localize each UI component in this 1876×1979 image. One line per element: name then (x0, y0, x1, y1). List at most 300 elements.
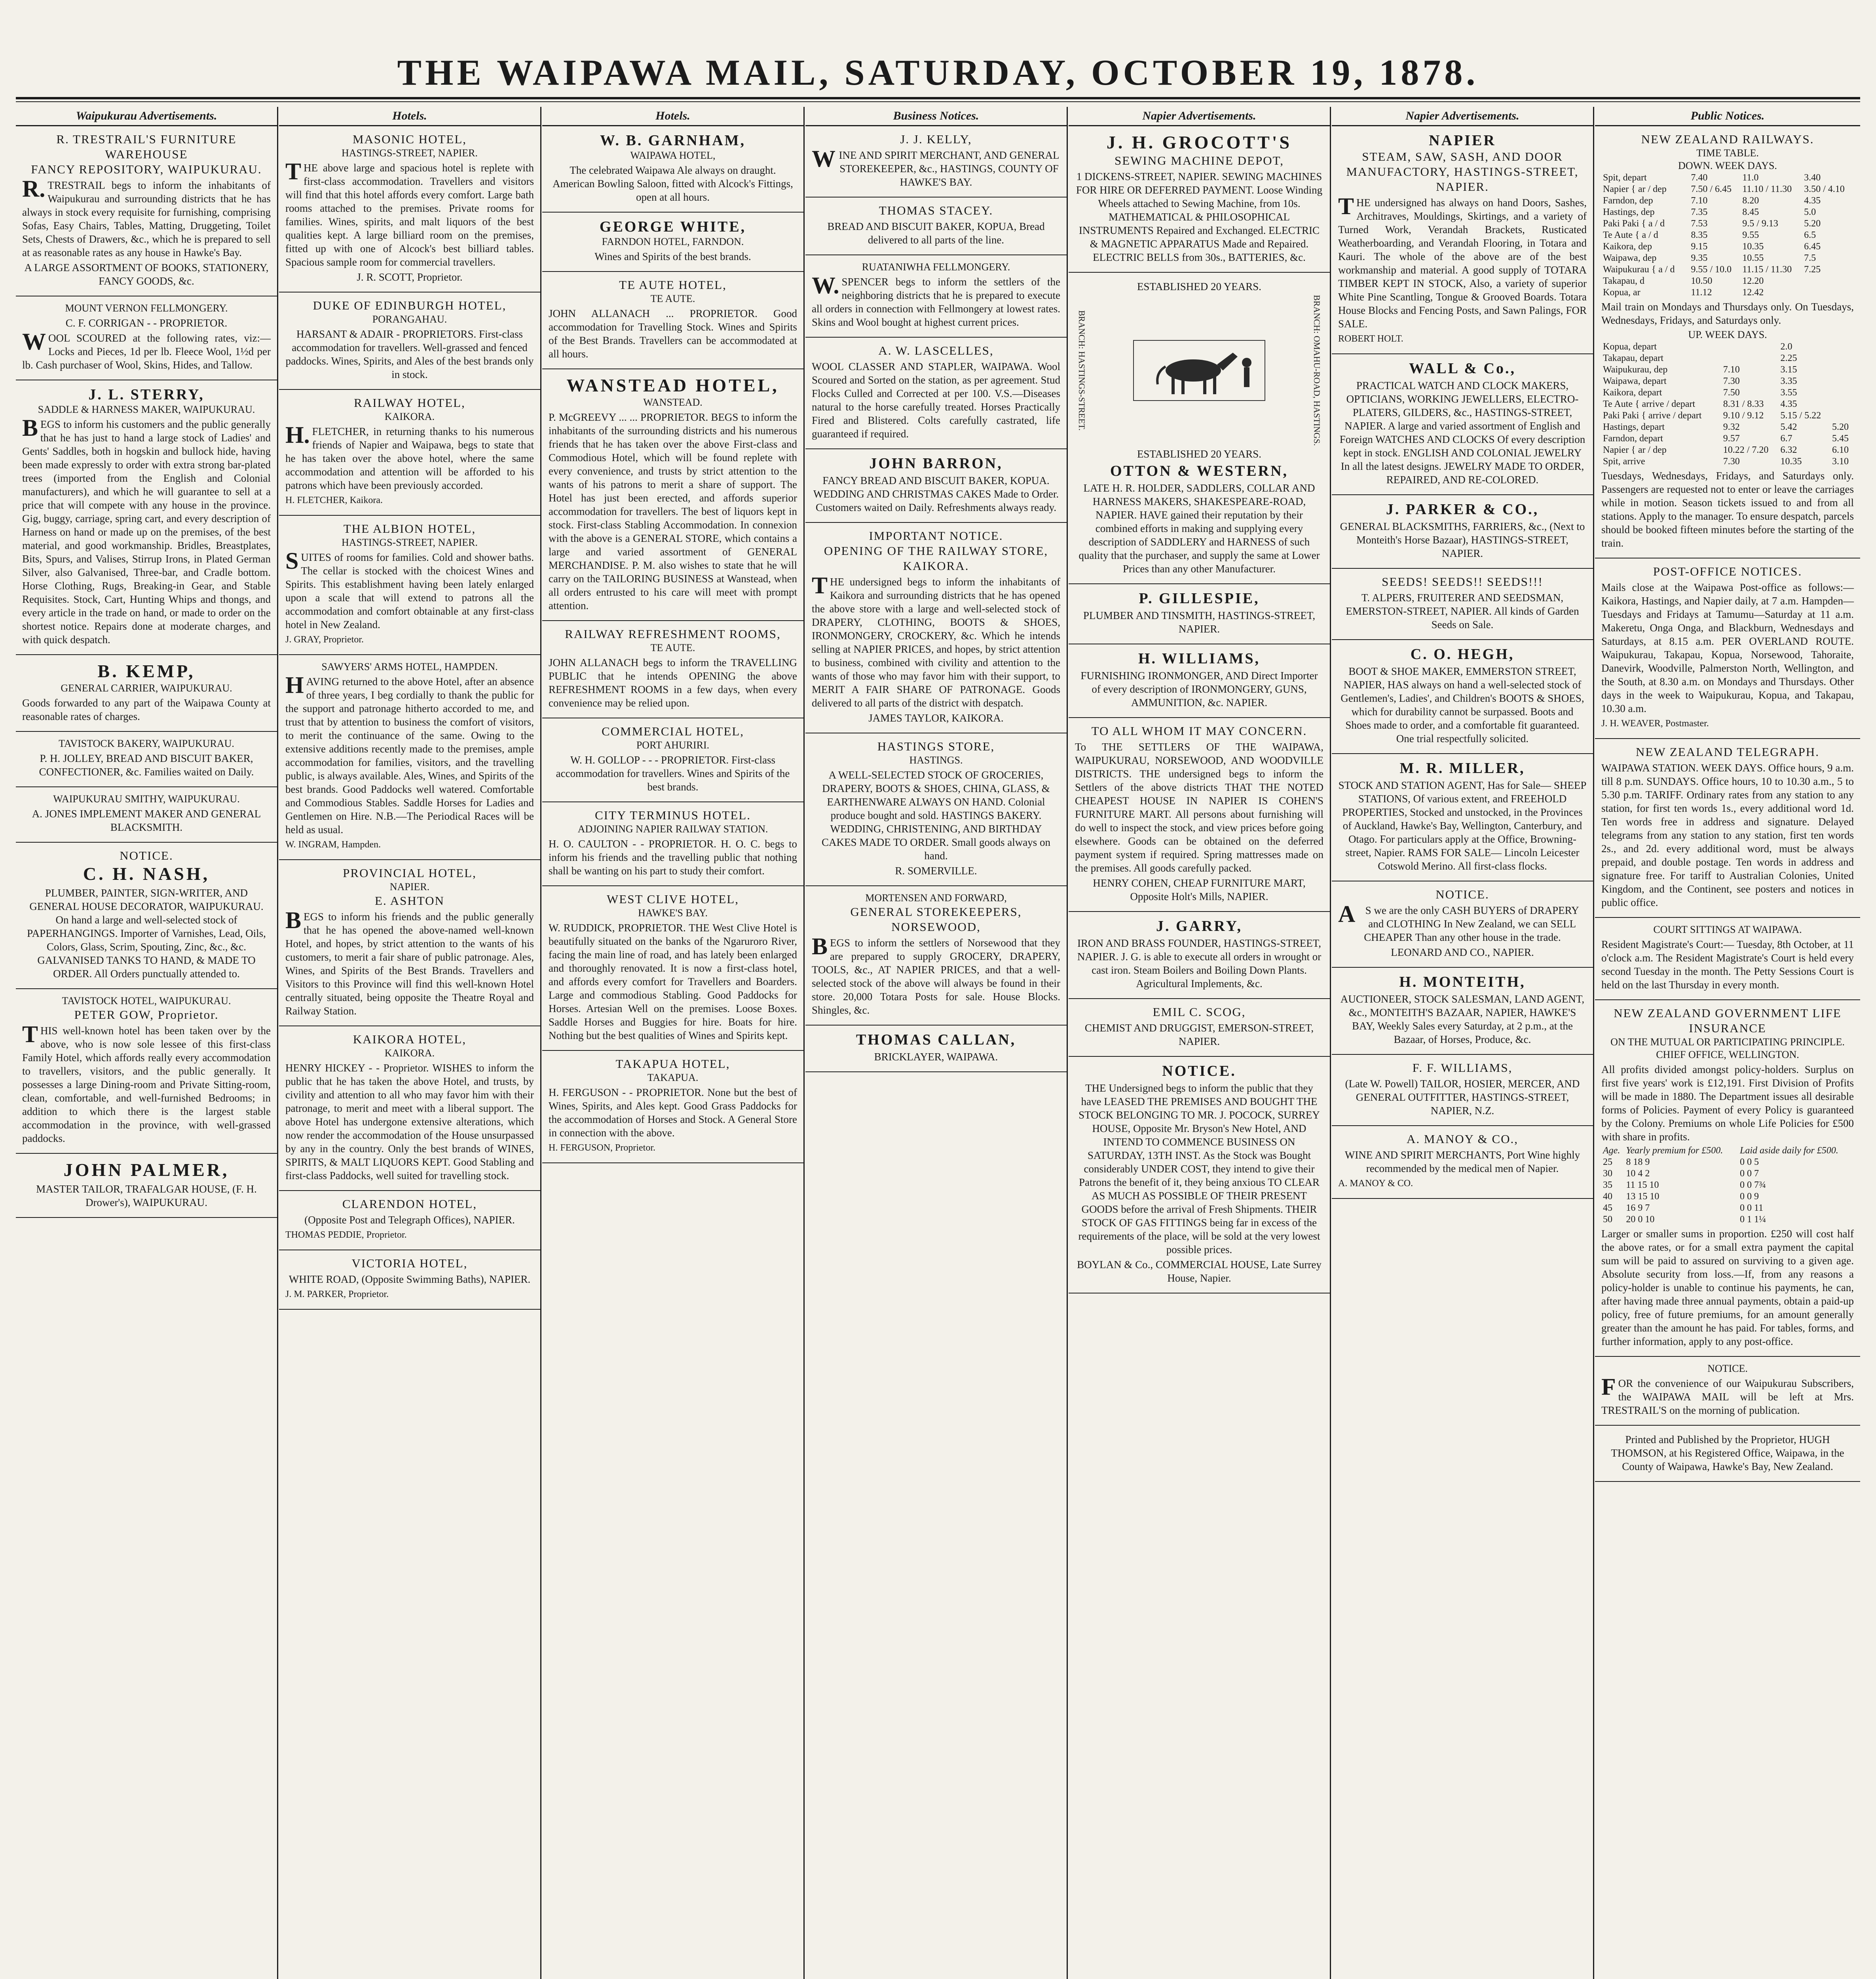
column-business (805, 107, 1068, 1979)
ad-body: Resident Magistrate's Court:— Tuesday, 8th October, at 11 o'clock a.m. The Resident Magistrate's Court is held every second Tuesday in the month. The Petty Sessions Court is held on the last Thursday in every month. (1601, 938, 1854, 991)
table-cell: 5.20 (1832, 422, 1849, 432)
ad-title: H. WILLIAMS, (1138, 650, 1261, 667)
ad-title: TAVISTOCK HOTEL, WAIPUKURAU. (62, 995, 231, 1007)
ad-title: WANSTEAD HOTEL, (566, 375, 779, 395)
ad-tavistock-hotel (16, 989, 277, 1154)
ad-body: LATE H. R. HOLDER, SADDLERS, COLLAR AND HARNESS MAKERS, SHAKESPEARE-ROAD, NAPIER. HAVE gained their reputation by their combined efforts in making and supplying every description of SADDLERY and HARNESS of such quality that the purchaser, and supply the same at Lower Prices than any other Manufacturer. (1079, 482, 1320, 575)
ad-title: TAKAPUA HOTEL, (615, 1057, 730, 1071)
ad-alpers (1332, 569, 1593, 640)
ad-title: COMMERCIAL HOTEL, (601, 724, 744, 738)
ad-body: BOOT & SHOE MAKER, EMMERSTON STREET, NAPIER, HAS always on hand a well-selected stock of Gentlemen's, Ladies', and Children's BOOTS & SHOES, which for durability cannot be surpassed. Boots and Shoes made to order, and a comfortable fit guaranteed. One trial respectfully solicited. (1341, 665, 1584, 744)
ad-body: STOCK AND STATION AGENT, Has for Sale— SHEEP STATIONS, Of various extent, and FREEHOLD PROPERTIES, Stocked and unstocked, in the Provinces of Auckland, Hawke's Bay, Wellington, Canterbury, and Otago. For particulars apply at the Office, Browning-street, Napier. RAMS FOR SALE— Lincoln Leicester Cotswold Merino. All first-class flocks. (1338, 779, 1587, 872)
column-heading: Napier Advertisements. (1332, 107, 1593, 126)
ad-otton-western (1069, 273, 1330, 584)
ad-footer: A LARGE ASSORTMENT OF BOOKS, STATIONERY, FANCY GOODS, &c. (24, 262, 269, 287)
railway-subtitle: TIME TABLE. (1696, 147, 1759, 159)
ad-proprietor: ROBERT HOLT. (1338, 334, 1403, 344)
table-cell: 30 (1603, 1168, 1612, 1179)
premium-row (1601, 1202, 1854, 1214)
column-heading: Hotels. (279, 107, 540, 126)
timetable-row (1601, 341, 1854, 353)
ad-body: BRICKLAYER, WAIPAWA. (874, 1051, 998, 1063)
ad-title: NOTICE. (1435, 887, 1489, 901)
masthead (0, 0, 1876, 107)
ad-wanstead-hotel (542, 369, 803, 621)
ad-title: RAILWAY REFRESHMENT ROOMS, (565, 627, 781, 641)
ad-title: SEEDS! SEEDS!! SEEDS!!! (1382, 575, 1543, 589)
ad-body: PLUMBER, PAINTER, SIGN-WRITER, AND GENERAL HOUSE DECORATOR, WAIPUKURAU. On hand a large and well-selected stock of PAPERHANGINGS. Importer of Varnishes, Lead, Oils, Colors, Glass, Scrim, Spouting, Zinc, &c., &c. GALVANISED TANKS TO HAND, & MADE TO ORDER. All Orders punctually attended to. (27, 887, 266, 980)
ad-title: J. H. GROCOTT'S (1106, 132, 1292, 152)
ad-body: JOHN ALLANACH begs to inform the TRAVELLING PUBLIC that he intends OPENING the above REFRESHMENT ROOMS in a few days, when every convenience may be relied upon. (549, 657, 797, 709)
ad-title: NOTICE. (1162, 1063, 1236, 1080)
ad-body: THE Undersigned begs to inform the public that they have LEASED THE PREMISES AND BOUGHT THE STOCK BELONGING TO MR. J. POCOCK, SURREY HOUSE, Opposite Mr. Bryson's New Hotel, AND INTEND TO COMMENCE BUSINESS ON SATURDAY, 13TH INST. As the Stock was Bought considerably UNDER COST, they intend to give their Patrons the benefit of it, they being anxious TO CLEAR AS MUCH AS POSSIBLE OF THEIR PRESENT GOODS before the arrival of Fresh Shipments. THEIR STOCK OF GAS FITTINGS being far in excess of the requirements of the place, will be sold at the very lowest possible prices. (1078, 1082, 1320, 1256)
table-cell: Paki Paki { arrive / depart (1603, 410, 1702, 421)
table-cell: 2.25 (1780, 353, 1797, 363)
ad-footer: Larger or smaller sums in proportion. £250 will cost half the above rates, or for a small extra payment the capital sum will be paid to assured on surviving to a given age. Absolute security from loss.—If, from any reasons a policy-holder is unable to continue his payments, he can, after having made three annual payments, obtain a paid-up policy, free of future premiums, for an amount generally greater than the amount he has paid. For tables, forms, and further information, apply to any post-office. (1601, 1228, 1854, 1347)
table-cell: 3.35 (1780, 376, 1797, 386)
ad-boylan (1069, 1057, 1330, 1293)
ad-body: AS we are the only CASH BUYERS of DRAPERY and CLOTHING In New Zealand, we can SELL CHEAPER Than any other house in the trade. (1338, 901, 1579, 943)
ad-proprietor: HENRY COHEN, CHEAP FURNITURE MART, Opposite Holt's Mills, NAPIER. (1093, 877, 1306, 903)
ad-parker (1332, 495, 1593, 569)
table-cell: 12.20 (1742, 276, 1764, 286)
ad-sawyers-arms (279, 655, 540, 860)
ad-body: A. JONES IMPLEMENT MAKER AND GENERAL BLACKSMITH. (32, 808, 261, 833)
ad-title: F. F. WILLIAMS, (1412, 1061, 1513, 1075)
down-label: DOWN. WEEK DAYS. (1678, 160, 1777, 171)
ad-title: THOMAS CALLAN, (856, 1031, 1016, 1048)
table-cell: Te Aute { a / d (1603, 230, 1658, 240)
ad-body: FOR the convenience of our Waipukurau Subscribers, the WAIPAWA MAIL will be left at Mrs. TRESTRAIL'S on the morning of publication. (1601, 1374, 1854, 1416)
ad-body: To THE SETTLERS OF THE WAIPAWA, WAIPUKURAU, NORSEWOOD, AND WOODVILLE DISTRICTS. THE undersigned begs to inform the Settlers of the above districts THAT THE NOTED CHEAPEST HOUSE IN NAPIER IS COHEN'S FURNITURE MART. All persons about furnishing will do well to inspect the stock, and view prices before going elsewhere. Goods can be obtained on the deferred payment system if required. Spring mattresses made on the premises. All goods carefully packed. (1075, 741, 1323, 874)
table-cell: 7.25 (1804, 264, 1821, 275)
imprint (1595, 1426, 1860, 1482)
table-cell: 8 18 9 (1626, 1157, 1650, 1167)
branch-right-label: BRANCH: OMAHU-ROAD, HASTINGS. (1312, 295, 1322, 446)
ad-proprietor: H. FERGUSON, Proprietor. (549, 1143, 656, 1153)
ad-title: A. W. LASCELLES, (878, 344, 994, 357)
ad-title: TE AUTE HOTEL, (619, 278, 727, 292)
court-sittings (1595, 918, 1860, 1000)
table-cell: 9.10 / 9.12 (1723, 410, 1764, 421)
ad-body: All profits divided amongst policy-holders. Surplus on first five years' work is £12,191. First Division of Profits will be made in 1880. The Department issues all desirable forms of Policies. Payment of every Policy is guaranteed by the Colony. Premiums on whole Life Policies for £500 with share in profits. (1601, 1064, 1854, 1143)
ad-title: R. TRESTRAIL'S FURNITURE WAREHOUSE (56, 132, 237, 161)
table-cell: 20 0 10 (1626, 1214, 1655, 1225)
ad-proprietor: J. H. WEAVER, Postmaster. (1601, 718, 1709, 729)
table-cell: 6.32 (1780, 445, 1797, 455)
ad-body: THE undersigned has always on hand Doors, Sashes, Architraves, Mouldings, Skirtings, and a variety of Turned Work, Verandah Brackets, Rusticated Weatherboarding, and Verandah Flooring, in Totara and Kauri. The whole of the above are of the best workmanship and material. A good supply of TOTARA TIMBER KEPT IN STOCK, Also, a variety of superior White Pine Scantling, Tongue & Grooved Boards. Totara House Blocks and Fencing Posts, and Sawn Palings, FOR SALE. (1338, 193, 1587, 330)
ad-subtitle: TAKAPUA. (647, 1072, 699, 1083)
ad-ruataniwha (805, 255, 1067, 338)
ad-title: H. MONTEITH, (1399, 974, 1526, 990)
timetable-row (1601, 195, 1854, 207)
established-label: ESTABLISHED 20 YEARS. (1137, 448, 1262, 460)
timetable-row (1601, 241, 1854, 253)
ad-title: MOUNT VERNON FELLMONGERY. (65, 302, 228, 314)
ad-title: JOHN PALMER, (63, 1160, 230, 1180)
ad-callan (805, 1026, 1067, 1072)
ad-title: MASONIC HOTEL, (352, 132, 467, 146)
table-cell: 7.53 (1691, 218, 1708, 229)
ad-city-terminus (542, 802, 803, 886)
ad-title: KAIKORA HOTEL, (353, 1032, 467, 1046)
timetable-row (1601, 207, 1854, 218)
ad-subtitle: FANCY REPOSITORY, WAIPUKURAU. (31, 162, 262, 176)
masthead-rule (16, 97, 1860, 99)
ad-title: COURT SITTINGS AT WAIPAWA. (1653, 924, 1802, 935)
ad-title: C. O. HEGH, (1410, 646, 1515, 663)
ad-subtitle: TE AUTE. (650, 293, 695, 304)
table-cell: 10.35 (1780, 456, 1802, 467)
table-cell: 6.7 (1780, 433, 1792, 444)
table-cell: 9.32 (1723, 422, 1740, 432)
ad-subtitle: HASTINGS-STREET, NAPIER. (341, 147, 478, 159)
table-cell: Spit, arrive (1603, 456, 1645, 467)
ad-subtitle: OPENING OF THE RAILWAY STORE, KAIKORA. (824, 544, 1048, 573)
ad-duke-of-edinburgh (279, 292, 540, 390)
premium-row (1601, 1168, 1854, 1179)
ad-title: OTTON & WESTERN, (1110, 463, 1289, 480)
ad-body: A WELL-SELECTED STOCK OF GROCERIES, DRAPERY, BOOTS & SHOES, CHINA, GLASS, & EARTHENWARE ALWAYS ON HAND. Colonial produce bought and sold. HASTINGS BAKERY. WEDDING, CHRISTENING, AND BIRTHDAY CAKES MADE TO ORDER. Small goods always on hand. (821, 769, 1051, 862)
ad-subtitle: ADJOINING NAPIER RAILWAY STATION. (577, 823, 768, 835)
ad-proprietor: J. R. SCOTT, Proprietor. (357, 271, 463, 283)
ad-body: H. O. CAULTON - - PROPRIETOR. H. O. C. begs to inform his friends and the travelling public that nothing shall be wanting on his part to study their comfort. (549, 838, 797, 877)
table-cell: 9.55 / 10.0 (1691, 264, 1732, 275)
ad-title: NEW ZEALAND GOVERNMENT LIFE INSURANCE (1614, 1006, 1842, 1035)
ad-subtitle: KAIKORA. (384, 411, 435, 422)
table-cell: 3.15 (1780, 365, 1797, 375)
life-insurance (1595, 1000, 1860, 1357)
timetable-row (1601, 275, 1854, 287)
ad-railway-hotel (279, 390, 540, 516)
ad-trestrail (16, 126, 277, 296)
table-cell: 10.35 (1742, 241, 1764, 252)
column-napier-1 (1069, 107, 1331, 1979)
table-cell: Farndon, depart (1603, 433, 1663, 444)
ad-body: HAVING returned to the above Hotel, after an absence of three years, I beg cordially to thank the public for the support and patronage hitherto accorded to me, and trust that by attention to business the comfort of visitors, to merit the continuance of the same. Owing to the extensive additions recently made to the premises, ample accommodation for families, visitors, and the travelling public, is always available. Ales, Wines, and Spirits of the best brands. Good Paddocks well watered. Comfortable and Commodious Stables. Saddle Horses for Ladies and Gentlemen on Hire. N.B.—The Periodical Races will be held as usual. (285, 672, 534, 836)
ad-sterry (16, 380, 277, 655)
table-cell: 0 0 7¾ (1740, 1180, 1766, 1190)
ad-body: BEGS to inform his friends and the public generally that he has opened the above-named well-known Hotel, and hopes, by strict attention to the wants of his customers, to merit a fair share of public patronage. Ales, Wines, and Spirits of the Best Brands. Travellers and Visitors to this Province will find this well-known Hotel centrally situated, being opposite the Theatre Royal and Railway Station. (285, 907, 534, 1017)
ad-body: WINE AND SPIRIT MERCHANTS, Port Wine highly recommended by the medical men of Napier. (1344, 1149, 1580, 1174)
ad-provincial-hotel (279, 860, 540, 1026)
established-label: ESTABLISHED 20 YEARS. (1137, 281, 1262, 292)
ad-title: J. L. STERRY, (88, 386, 205, 403)
table-cell (1830, 399, 1854, 410)
timetable-row (1601, 399, 1854, 410)
ad-garry (1069, 912, 1330, 999)
up-label: UP. WEEK DAYS. (1688, 329, 1767, 340)
timetable-row (1601, 364, 1854, 376)
ad-body: JOHN ALLANACH ... PROPRIETOR. Good accommodation for Travelling Stock. Wines and Spirits of the Best Brands. Travellers can be accommodated at all hours. (549, 308, 797, 360)
column-public-notices (1595, 107, 1860, 1979)
table-header-cell: Age. (1603, 1145, 1620, 1156)
ad-wall-co (1332, 354, 1593, 495)
table-cell: Napier { ar / dep (1603, 184, 1667, 194)
table-cell: 11 15 10 (1626, 1180, 1659, 1190)
column-heading: Napier Advertisements. (1069, 107, 1330, 126)
ad-commercial-hotel (542, 718, 803, 802)
ad-body: WINE AND SPIRIT MERCHANT, AND GENERAL STOREKEEPER, &c., HASTINGS, COUNTY OF HAWKE'S BAY. (812, 146, 1060, 188)
ad-hegh (1332, 640, 1593, 754)
table-cell: 3.10 (1832, 456, 1849, 467)
ad-proprietor: J. M. PARKER, Proprietor. (285, 1289, 389, 1299)
table-cell: Kaikora, dep (1603, 241, 1652, 252)
table-cell: 4.35 (1804, 196, 1821, 206)
premium-row (1601, 1179, 1854, 1191)
ad-mount-vernon (16, 296, 277, 380)
ad-subtitle: ON THE MUTUAL OR PARTICIPATING PRINCIPLE. (1610, 1036, 1845, 1048)
ad-title: RUATANIWHA FELLMONGERY. (862, 261, 1010, 273)
table-cell: 5.0 (1804, 207, 1816, 217)
table-cell: 11.0 (1742, 173, 1759, 183)
ad-title: CLARENDON HOTEL, (342, 1197, 477, 1211)
telegraph-notice (1595, 739, 1860, 918)
ad-body: PRACTICAL WATCH AND CLOCK MAKERS, OPTICIANS, WORKING JEWELLERS, ELECTRO-PLATERS, GILDERS, &c., HASTINGS-STREET, NAPIER. A large and varied assortment of English and Foreign WATCHES AND CLOCKS Of every description kept in stock. ENGLISH AND COLONIAL JEWELRY In all the latest designs. JEWELRY MADE TO ORDER, REPAIRED, AND RE-COLORED. (1339, 380, 1585, 486)
ad-title: GEORGE WHITE, (599, 218, 746, 235)
ad-stacey (805, 198, 1067, 255)
ad-body: WOOL SCOURED at the following rates, viz:— Locks and Pieces, 1d per lb. Fleece Wool, 1½d per lb. Cash purchaser of Wool, Skins, Hides, and Tallow. (22, 329, 271, 371)
ad-williams-ironmonger (1069, 644, 1330, 718)
premium-row (1601, 1157, 1854, 1168)
table-cell: 7.50 (1723, 387, 1740, 398)
ad-body: BREAD AND BISCUIT BAKER, KOPUA, Bread delivered to all parts of the line. (827, 220, 1045, 246)
ad-title: WALL & Co., (1409, 360, 1516, 377)
premium-table (1601, 1145, 1854, 1225)
table-header-cell: Yearly premium for £500. (1626, 1145, 1723, 1156)
ad-title: B. KEMP, (97, 661, 196, 681)
ad-ff-williams (1332, 1055, 1593, 1126)
table-cell: 13 15 10 (1626, 1191, 1660, 1202)
table-cell: 8.31 / 8.33 (1723, 399, 1764, 409)
ad-palmer (16, 1154, 277, 1218)
ad-subtitle: SEWING MACHINE DEPOT, (1114, 154, 1284, 167)
table-cell: 16 9 7 (1626, 1203, 1650, 1213)
table-cell: 0 0 7 (1740, 1168, 1759, 1179)
table-cell (1830, 364, 1854, 376)
table-cell (1830, 387, 1854, 399)
table-cell: 10.22 / 7.20 (1723, 445, 1769, 455)
ad-manoy (1332, 1126, 1593, 1199)
table-cell (1802, 275, 1854, 287)
table-cell: 2.0 (1780, 342, 1792, 352)
ad-body: W.SPENCER begs to inform the settlers of the neighboring districts that he is prepared to execute all orders in connection with Fellmongery at lowest rates. Skins and Wool bought at highest current prices. (812, 272, 1060, 328)
timetable-row (1601, 410, 1854, 422)
table-cell: 7.30 (1723, 456, 1740, 467)
table-cell: 3.40 (1804, 173, 1821, 183)
ad-body: H.FLETCHER, in returning thanks to his numerous friends of Napier and Waipawa, begs to state that he has taken over the above hotel, where the same accommodation and attention will be afforded to his patrons which have been previously accorded. (285, 422, 534, 491)
table-cell: 35 (1603, 1180, 1612, 1190)
ad-body: 1 DICKENS-STREET, NAPIER. SEWING MACHINES FOR HIRE OR DEFERRED PAYMENT. Loose Winding Wheels attached to Sewing Machine, from 10s. MATHEMATICAL & PHILOSOPHICAL INSTRUMENTS Repaired and Exchanged. ELECTRIC & MAGNETIC APPARATUS Made and Repaired. ELECTRIC BELLS from 30s., BATTERIES, &c. (1076, 171, 1323, 263)
ad-subtitle: STEAM, SAW, SASH, AND DOOR MANUFACTORY, HASTINGS-STREET, NAPIER. (1346, 150, 1579, 194)
ad-body: W. RUDDICK, PROPRIETOR. THE West Clive Hotel is beautifully situated on the banks of the Ngaruroro River, facing the main line of road, and has lately been enlarged and thoroughly renovated. It is now a first-class hotel, and affords every comfort for Travellers and Boarders. Large and commodious Stabling. Good Paddocks for Horses. Artesian Well on the premises. Loose Boxes. Saddle Horses and Buggies for hire. Boats for hire. Nothing but the best qualities of Wines and Spirits kept. (549, 922, 797, 1041)
ad-leonard (1332, 881, 1593, 968)
timetable-row (1601, 230, 1854, 241)
ad-proprietor: W. INGRAM, Hampden. (285, 839, 381, 850)
ad-body: THE undersigned begs to inform the inhabitants of Kaikora and surrounding districts that he has opened the above store with a large and well-selected stock of DRAPERY, CLOTHING, BOOTS & SHOES, IRONMONGERY, CROCKERY, &c. Which he intends selling at NAPIER PRICES, and hopes, by strict attention to business, combined with civility and attention to the wants of those who may favor him with their support, to MERIT A FAIR SHARE OF PATRONAGE. Goods delivered to all parts of the district with despatch. (812, 572, 1060, 709)
table-cell: 7.10 (1723, 365, 1740, 375)
ad-body: R.TRESTRAIL begs to inform the inhabitants of Waipukurau and surrounding districts that he has always in stock every requisite for furnishing, comprising Sofas, Easy Chairs, Tables, Matting, Druggeting, Toilet Sets, Chests of Drawers, &c., which he is prepared to sell at as reasonable rates as any house in Hawke's Bay. (22, 176, 271, 258)
ad-title: PROVINCIAL HOTEL, (343, 866, 477, 880)
table-cell: 11.15 / 11.30 (1742, 264, 1792, 275)
ad-george-white (542, 213, 803, 272)
table-cell: 7.35 (1691, 207, 1708, 217)
ad-railway-store (805, 523, 1067, 733)
timetable-row (1601, 287, 1854, 298)
ad-title: MORTENSEN AND FORWARD, (865, 892, 1007, 904)
ad-subtitle: PORT AHURIRI. (636, 739, 710, 751)
timetable-row (1601, 172, 1854, 184)
table-cell: 5.42 (1780, 422, 1797, 432)
table-cell: Waipawa, depart (1603, 376, 1667, 386)
ad-body: PLUMBER AND TINSMITH, HASTINGS-STREET, NAPIER. (1083, 610, 1316, 635)
table-cell: 9.55 (1742, 230, 1759, 240)
horse-emblem-row (1075, 295, 1323, 446)
ad-grocott (1069, 126, 1330, 273)
newspaper-title: THE WAIPAWA MAIL, SATURDAY, OCTOBER 19, 1878. (397, 52, 1479, 93)
table-cell: Takapau, d (1603, 276, 1644, 286)
ad-kelly (805, 126, 1067, 198)
ad-proprietor: LEONARD AND CO., NAPIER. (1391, 946, 1534, 958)
imprint-text: Printed and Published by the Proprietor, HUGH THOMSON, at his Registered Office, Waipawa, in the County of Waipawa, Hawke's Bay, New Zealand. (1611, 1434, 1844, 1472)
table-cell: 8.45 (1742, 207, 1759, 217)
branch-left-label: BRANCH: HASTINGS-STREET. (1077, 310, 1087, 431)
ad-body: THE above large and spacious hotel is replete with first-class accommodation. Travellers and visitors will find that this hotel affords every comfort. Large bath rooms attached to the premises. Private rooms for families. Wines, spirits, and malt liquors of the best qualities kept. A large billiard room on the premises, fitted up with one of Alcock's best billiard tables. Spacious sample room for commercial travellers. (285, 158, 534, 268)
table-cell: 12.42 (1742, 287, 1764, 298)
ad-body: GENERAL BLACKSMITHS, FARRIERS, &c., (Next to Monteith's Horse Bazaar), HASTINGS-STREET, NAPIER. (1340, 520, 1585, 559)
ad-name: E. ASHTON (375, 894, 444, 908)
ad-title: NOTICE. (120, 849, 173, 862)
ad-hastings-store (805, 733, 1067, 886)
table-cell: Waipukurau, dep (1603, 365, 1668, 375)
column-heading: Hotels. (542, 107, 803, 126)
column-heading: Business Notices. (805, 107, 1067, 126)
ad-title: NOTICE. (1707, 1363, 1748, 1374)
ad-proprietor: A. MANOY & CO. (1338, 1178, 1413, 1189)
ad-napier-saw (1332, 126, 1593, 354)
table-cell (1830, 376, 1854, 387)
masthead-rule-thin (16, 101, 1860, 102)
timetable-row (1601, 253, 1854, 264)
ad-title: THE ALBION HOTEL, (343, 522, 476, 536)
ad-subtitle: HASTINGS-STREET, NAPIER. (341, 537, 478, 548)
ad-title: DUKE OF EDINBURGH HOTEL, (313, 298, 507, 312)
ad-subtitle: NAPIER. (389, 881, 430, 893)
ad-lascelles (805, 338, 1067, 449)
ad-subtitle: GENERAL CARRIER, WAIPUKURAU. (61, 682, 232, 694)
ad-body: (Opposite Post and Telegraph Offices), NAPIER. (304, 1214, 515, 1226)
up-note: Tuesdays, Wednesdays, Fridays, and Saturdays only. Passengers are requested not to enter or leave the carriages while in motion. Season tickets issued to and from all stations. Apply to the manager. To ensure despatch, parcels should be booked fifteen minutes before the starting of the train. (1601, 470, 1854, 549)
ad-title: THOMAS STACEY. (879, 203, 993, 217)
ad-title: WAIPUKURAU SMITHY, WAIPUKURAU. (53, 793, 240, 805)
table-cell: 5.20 (1804, 218, 1821, 229)
timetable-row (1601, 433, 1854, 444)
table-cell: Kaikora, depart (1603, 387, 1662, 398)
ad-body: Wines and Spirits of the best brands. (594, 251, 751, 262)
table-header-row (1601, 1145, 1854, 1157)
table-cell: 0 0 11 (1740, 1203, 1764, 1213)
ad-subtitle: SADDLE & HARNESS MAKER, WAIPUKURAU. (38, 404, 255, 415)
ad-subtitle: TE AUTE. (650, 642, 695, 653)
ad-subtitle: WAIPAWA HOTEL, (630, 150, 716, 161)
table-header-cell: Laid aside daily for £500. (1740, 1145, 1838, 1156)
table-cell (1830, 410, 1854, 422)
timetable-row (1601, 444, 1854, 456)
table-cell: Waipawa, dep (1603, 253, 1657, 263)
ad-tavistock-bakery (16, 732, 277, 787)
column-heading: Public Notices. (1595, 107, 1860, 126)
table-cell: 10.50 (1691, 276, 1713, 286)
table-cell: 7.40 (1691, 173, 1708, 183)
table-cell: 0 0 9 (1740, 1191, 1759, 1202)
railway-title: NEW ZEALAND RAILWAYS. (1641, 132, 1814, 146)
ad-title: VICTORIA HOTEL, (351, 1256, 468, 1270)
ad-body: MASTER TAILOR, TRAFALGAR HOUSE, (F. H. Drower's), WAIPUKURAU. (36, 1183, 257, 1208)
ad-garnham (542, 126, 803, 213)
ad-subtitle: HAWKE'S BAY. (638, 907, 708, 919)
column-heading: Waipukurau Advertisements. (16, 107, 277, 126)
premium-row (1601, 1191, 1854, 1202)
ad-subtitle: WANSTEAD. (643, 397, 703, 408)
premium-row (1601, 1214, 1854, 1225)
table-cell: Farndon, dep (1603, 196, 1653, 206)
table-cell: 50 (1603, 1214, 1612, 1225)
ad-title: TO ALL WHOM IT MAY CONCERN. (1091, 724, 1307, 738)
railway-timetable (1595, 126, 1860, 558)
ad-body: Goods forwarded to any part of the Waipawa County at reasonable rates of charges. (22, 697, 271, 722)
timetable-row (1601, 218, 1854, 230)
ad-body: CHEMIST AND DRUGGIST, EMERSON-STREET, NAPIER. (1084, 1022, 1314, 1048)
ad-title: SAWYERS' ARMS HOTEL, HAMPDEN. (321, 661, 498, 672)
table-cell: 5.45 (1832, 433, 1849, 444)
ad-body: W. H. GOLLOP - - - PROPRIETOR. First-class accommodation for travellers. Wines and Spirits of the best brands. (556, 754, 790, 793)
post-office-notices (1595, 558, 1860, 739)
column-hotels-1 (279, 107, 541, 1979)
table-cell: 9.57 (1723, 433, 1740, 444)
ad-proprietor: R. SOMERVILLE. (895, 865, 977, 877)
table-cell: 10.55 (1742, 253, 1764, 263)
ad-title: NEW ZEALAND TELEGRAPH. (1636, 745, 1819, 759)
ad-body: The celebrated Waipawa Ale always on draught. American Bowling Saloon, fitted with Alcock's Fittings, open at all hours. (553, 164, 793, 203)
table-cell: Hastings, dep (1603, 207, 1655, 217)
ad-albion-hotel (279, 516, 540, 655)
down-timetable (1601, 172, 1854, 298)
ad-gillespie (1069, 584, 1330, 644)
ad-title: A. MANOY & CO., (1406, 1132, 1519, 1146)
ad-title: TAVISTOCK BAKERY, WAIPUKURAU. (59, 738, 234, 749)
ad-title: POST-OFFICE NOTICES. (1653, 564, 1802, 578)
table-cell: 6.10 (1832, 445, 1849, 455)
timetable-row (1601, 264, 1854, 275)
table-cell: 7.10 (1691, 196, 1708, 206)
ad-title: JOHN BARRON, (869, 455, 1003, 472)
ad-body: H. FERGUSON - - PROPRIETOR. None but the best of Wines, Spirits, and Ales kept. Good Grass Paddocks for the accommodation of Horses and Stock. A General Store in connection with the above. (549, 1086, 797, 1139)
table-cell: 3.55 (1780, 387, 1797, 398)
ad-body: FANCY BREAD AND BISCUIT BAKER, KOPUA. WEDDING AND CHRISTMAS CAKES Made to Order. Customers waited on Daily. Refreshments always ready. (813, 475, 1059, 513)
table-cell: Te Aute { arrive / depart (1603, 399, 1696, 409)
ad-title: EMIL C. SCOG, (1153, 1005, 1246, 1019)
table-cell (1802, 287, 1854, 298)
up-timetable (1601, 341, 1854, 467)
ad-proprietor: BOYLAN & Co., COMMERCIAL HOUSE, Late Surrey House, Napier. (1077, 1259, 1322, 1284)
ad-proprietor: C. F. CORRIGAN - - PROPRIETOR. (65, 317, 228, 329)
timetable-row (1601, 387, 1854, 399)
table-cell: Paki Paki { a / d (1603, 218, 1665, 229)
timetable-row (1601, 184, 1854, 195)
table-cell: 7.30 (1723, 376, 1740, 386)
table-cell: 25 (1603, 1157, 1612, 1167)
table-cell: Waipukurau { a / d (1603, 264, 1675, 275)
